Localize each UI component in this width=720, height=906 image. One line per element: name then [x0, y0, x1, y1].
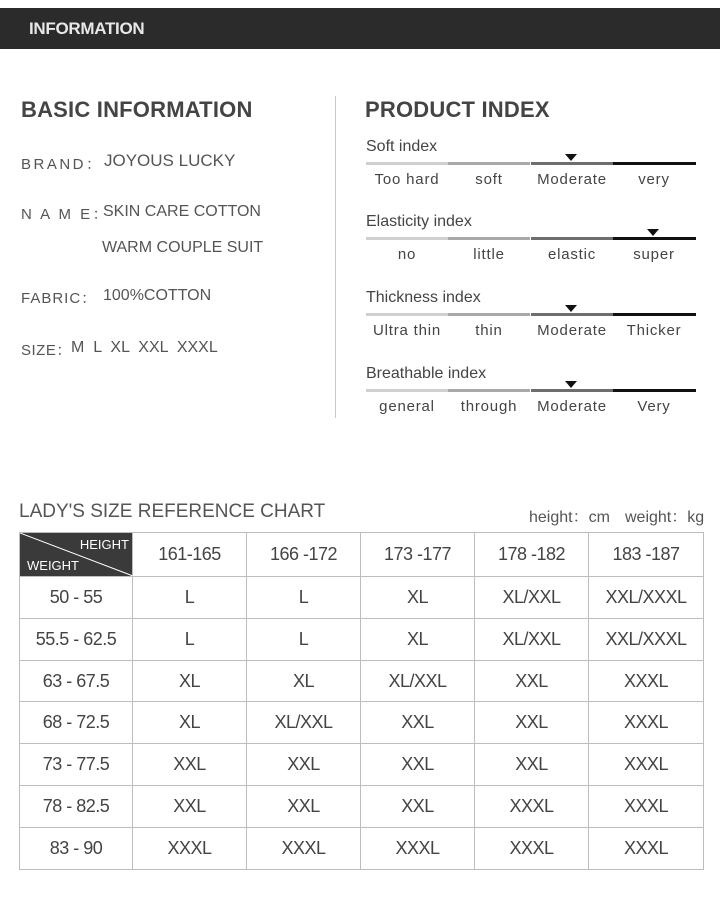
- size-cell: XXXL: [475, 828, 589, 870]
- size-cell: XXL: [133, 786, 247, 828]
- index-bar-segment: [613, 313, 696, 316]
- index-level-label: Thicker: [626, 322, 682, 339]
- header-title: INFORMATION: [29, 19, 145, 38]
- table-row: [20, 744, 704, 786]
- size-cell: XXL: [361, 786, 475, 828]
- corner-weight-label: WEIGHT: [27, 557, 79, 573]
- weight-range-cell: 78 - 82.5: [20, 786, 133, 828]
- table-row: [20, 618, 704, 660]
- weight-range-cell: 68 - 72.5: [20, 702, 133, 744]
- size-cell: XXXL: [589, 702, 704, 744]
- index-level-label: Ultra thin: [372, 322, 442, 339]
- size-cell: XL: [247, 660, 361, 702]
- index-level-label: Moderate: [537, 322, 607, 339]
- index-bar-segment: [448, 162, 530, 165]
- index-bar-segment: [531, 389, 613, 392]
- table-row: [20, 786, 704, 828]
- index-bar-segment: [613, 162, 696, 165]
- index-name: Breathable index: [366, 365, 487, 382]
- size-cell: XXXL: [361, 828, 475, 870]
- height-range-header: 173 -177: [361, 533, 475, 577]
- size-cell: L: [247, 618, 361, 660]
- weight-range-cell: 83 - 90: [20, 828, 133, 870]
- weight-range-cell: 55.5 - 62.5: [20, 618, 133, 660]
- index-marker-icon: [565, 381, 577, 388]
- basic-info-heading: BASIC INFORMATION: [21, 97, 253, 122]
- index-level-label: Moderate: [537, 398, 607, 415]
- size-cell: XXL: [475, 702, 589, 744]
- fabric-value: 100%COTTON: [103, 287, 212, 304]
- index-marker-icon: [647, 229, 659, 236]
- size-cell: XL/XXL: [475, 618, 589, 660]
- name-label: N A M E：: [21, 206, 111, 223]
- header-bar: [0, 8, 720, 49]
- size-cell: XXXL: [133, 828, 247, 870]
- index-bar-segment: [448, 313, 530, 316]
- index-bar-segment: [613, 389, 696, 392]
- size-cell: XL: [361, 576, 475, 618]
- height-range-header: 178 -182: [475, 533, 589, 577]
- index-level-label: no: [397, 246, 417, 263]
- name-value-line1: SKIN CARE COTTON: [103, 203, 261, 220]
- index-bar-segment: [366, 313, 448, 316]
- size-cell: XL/XXL: [361, 660, 475, 702]
- column-divider: [335, 96, 336, 418]
- size-cell: XXL/XXXL: [589, 618, 704, 660]
- weight-unit: weight：kg: [625, 509, 705, 526]
- index-bar-segment: [531, 162, 613, 165]
- index-level-label: Very: [637, 398, 671, 415]
- index-bar-segment: [448, 389, 530, 392]
- size-cell: XXXL: [589, 828, 704, 870]
- table-header-row: [20, 533, 704, 577]
- size-cell: XXXL: [475, 786, 589, 828]
- index-name: Soft index: [366, 138, 438, 155]
- size-cell: L: [133, 618, 247, 660]
- table-row: [20, 702, 704, 744]
- height-range-header: 166 -172: [247, 533, 361, 577]
- index-name: Elasticity index: [366, 213, 472, 230]
- size-cell: XXXL: [589, 660, 704, 702]
- size-cell: XL: [133, 660, 247, 702]
- size-cell: XXXL: [247, 828, 361, 870]
- weight-range-cell: 63 - 67.5: [20, 660, 133, 702]
- index-level-label: general: [379, 398, 435, 415]
- index-level-label: through: [460, 398, 518, 415]
- weight-range-cell: 50 - 55: [20, 576, 133, 618]
- size-cell: XXL: [475, 660, 589, 702]
- index-level-label: Too hard: [374, 171, 440, 188]
- index-bar-segment: [448, 237, 530, 240]
- size-cell: XL/XXL: [247, 702, 361, 744]
- index-bar-segment: [613, 237, 696, 240]
- size-cell: L: [133, 576, 247, 618]
- index-level-label: super: [633, 246, 675, 263]
- table-row: [20, 660, 704, 702]
- name-value-line2: WARM COUPLE SUIT: [102, 239, 264, 256]
- size-cell: XL/XXL: [475, 576, 589, 618]
- index-level-label: elastic: [547, 246, 597, 263]
- size-chart-title: LADY'S SIZE REFERENCE CHART: [19, 501, 326, 522]
- fabric-label: FABRIC：: [21, 290, 98, 307]
- product-index-heading: PRODUCT INDEX: [365, 97, 550, 122]
- table-row: [20, 576, 704, 618]
- brand-label: BRAND：: [21, 156, 104, 173]
- index-level-label: very: [638, 171, 670, 188]
- height-range-header: 183 -187: [589, 533, 704, 577]
- index-marker-icon: [565, 305, 577, 312]
- index-bar-segment: [531, 313, 613, 316]
- index-marker-icon: [565, 154, 577, 161]
- size-cell: XXXL: [589, 786, 704, 828]
- table-corner-cell: [20, 533, 133, 577]
- size-value: M L XL XXL XXXL: [71, 339, 218, 356]
- size-cell: XXL: [247, 744, 361, 786]
- size-cell: XXL: [247, 786, 361, 828]
- index-bar-segment: [531, 237, 613, 240]
- index-level-label: soft: [475, 171, 503, 188]
- height-range-header: 161-165: [133, 533, 247, 577]
- size-cell: XXL/XXXL: [589, 576, 704, 618]
- size-cell: XXL: [361, 744, 475, 786]
- height-unit: height：cm: [529, 509, 610, 526]
- size-table: [19, 532, 704, 870]
- index-bar-segment: [366, 237, 448, 240]
- size-cell: XL: [133, 702, 247, 744]
- weight-range-cell: 73 - 77.5: [20, 744, 133, 786]
- index-name: Thickness index: [366, 289, 481, 306]
- index-bar-segment: [366, 162, 448, 165]
- size-cell: L: [247, 576, 361, 618]
- index-level-label: Moderate: [537, 171, 607, 188]
- index-level-label: little: [473, 246, 505, 263]
- index-bar-segment: [366, 389, 448, 392]
- size-cell: XXXL: [589, 744, 704, 786]
- index-level-label: thin: [475, 322, 503, 339]
- size-label: SIZE：: [21, 342, 72, 359]
- size-cell: XXL: [133, 744, 247, 786]
- corner-height-label: HEIGHT: [79, 537, 129, 552]
- size-cell: XXL: [361, 702, 475, 744]
- table-row: [20, 828, 704, 870]
- brand-value: JOYOUS LUCKY: [104, 151, 236, 170]
- size-cell: XL: [361, 618, 475, 660]
- size-cell: XXL: [475, 744, 589, 786]
